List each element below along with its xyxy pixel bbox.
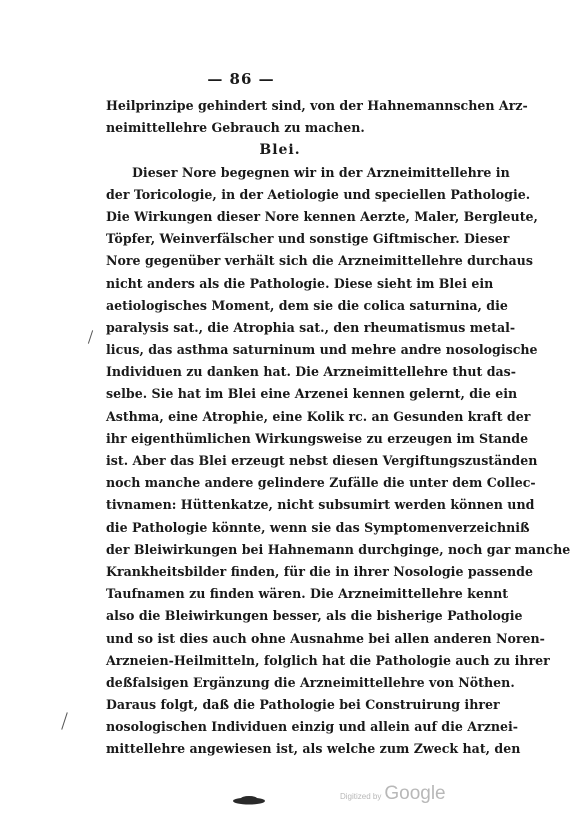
text-line: der Toricologie, in der Aetiologie und speciellen Pathologie.: [106, 186, 531, 202]
text-line: Asthma, eine Atrophie, eine Kolik rc. an Gesunden kraft der: [106, 408, 531, 424]
google-logo: Google: [384, 783, 446, 804]
text-line: aetiologisches Moment, dem sie die colica saturnina, die: [106, 297, 508, 313]
text-line: nosologischen Individuen einzig und allein auf die Arznei-: [106, 719, 519, 735]
section-heading: Blei.: [259, 142, 301, 159]
text-line: mittellehre angewiesen ist, als welche zum Zweck hat, den: [106, 741, 521, 757]
text-line: Individuen zu danken hat. Die Arzneimittellehre thut das-: [106, 364, 517, 380]
text-line: selbe. Sie hat im Blei eine Arzenei kennen gelernt, die ein: [106, 386, 518, 402]
text-line: also die Bleiwirkungen besser, als die bisherige Pathologie: [106, 608, 523, 624]
margin-stroke: [61, 712, 68, 729]
text-line: paralysis sat., die Atrophia sat., den rheumatismus metal-: [106, 319, 516, 335]
text-line: noch manche andere gelindere Zufälle die unter dem Collec-: [106, 475, 536, 491]
text-line: die Pathologie könnte, wenn sie das Symptomenverzeichniß: [106, 519, 530, 535]
text-line: Taufnamen zu finden wären. Die Arzneimittellehre kennt: [106, 586, 509, 602]
text-line: neimittellehre Gebrauch zu machen.: [106, 120, 365, 136]
text-line: nicht anders als die Pathologie. Diese sieht im Blei ein: [106, 275, 494, 291]
text-line: und so ist dies auch ohne Ausnahme bei allen anderen Noren-: [106, 630, 545, 646]
text-line: Arzneien-Heilmitteln, folglich hat die Pathologie auch zu ihrer: [106, 652, 550, 668]
body-text: [106, 95, 570, 761]
page-number: — 86 —: [207, 70, 275, 88]
text-line: der Bleiwirkungen bei Hahnemann durchginge, noch gar manche: [106, 541, 570, 557]
text-line: deßfalsigen Ergänzung die Arzneimittellehre von Nöthen.: [106, 674, 515, 690]
text-line: tivnamen: Hüttenkatze, nicht subsumirt werden können und: [106, 497, 535, 513]
text-line: ist. Aber das Blei erzeugt nebst diesen Vergiftungszuständen: [106, 453, 538, 468]
text-line: Krankheitsbilder finden, für die in ihrer Nosologie passende: [106, 563, 533, 579]
text-line: Nore gegenüber verhält sich die Arzneimittellehre durchaus: [106, 253, 533, 269]
watermark-prefix: Digitized by: [340, 792, 382, 801]
text-line: Die Wirkungen dieser Nore kennen Aerzte, Maler, Bergleute,: [106, 208, 538, 224]
text-line: licus, das asthma saturninum und mehre andre nosologische: [106, 342, 538, 358]
text-line: ihr eigenthümlichen Wirkungsweise zu erzeugen im Stande: [106, 430, 529, 446]
margin-stroke: [88, 330, 93, 344]
text-line: Dieser Nore begegnen wir in der Arzneimittellehre in: [132, 164, 510, 180]
watermark: [340, 783, 446, 805]
text-line: Heilprinzipe gehindert sind, von der Hahnemannschen Arz-: [106, 98, 528, 113]
text-line: Töpfer, Weinverfälscher und sonstige Giftmischer. Dieser: [106, 231, 510, 247]
text-line: Daraus folgt, daß die Pathologie bei Construirung ihrer: [106, 697, 500, 713]
footer-ornament-icon: [232, 795, 266, 805]
